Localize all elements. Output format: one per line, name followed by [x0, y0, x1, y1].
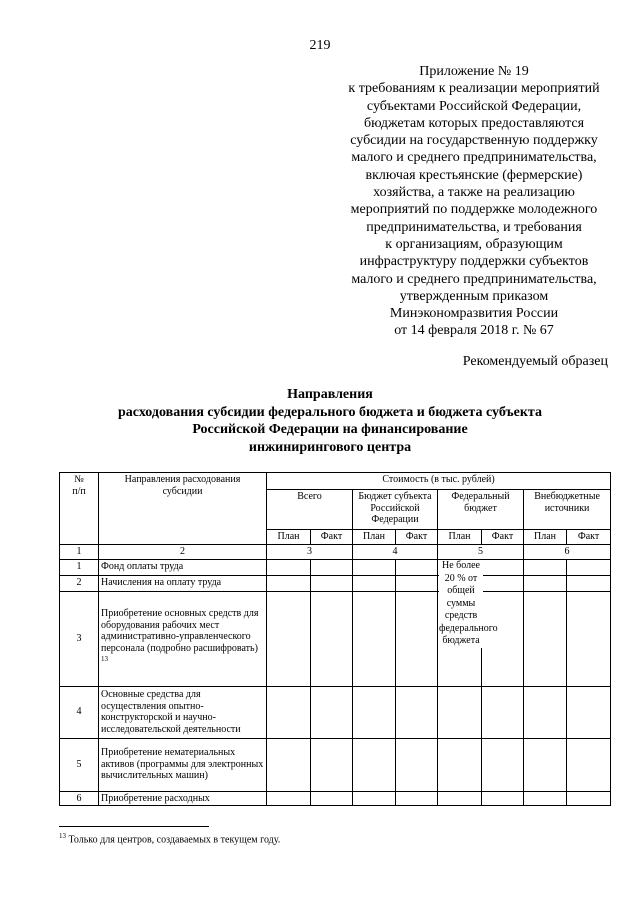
row-no: 6	[60, 791, 99, 806]
cell	[311, 559, 353, 575]
cell	[524, 559, 567, 575]
title-line: расходования субсидии федерального бюджета и бюджета субъекта	[118, 404, 542, 420]
cell	[267, 738, 311, 791]
cell	[438, 791, 482, 806]
column-number: 6	[524, 545, 611, 560]
document-title	[60, 386, 600, 456]
appendix-line: субсидии на государственную поддержку	[350, 133, 598, 149]
cell	[567, 591, 611, 686]
column-number: 5	[438, 545, 524, 560]
row-no: 2	[60, 575, 99, 591]
cell	[396, 686, 438, 738]
row-no: 1	[60, 559, 99, 575]
column-number: 3	[267, 545, 353, 560]
recommended-sample-label: Рекомендуемый образец	[462, 354, 608, 369]
footnote	[59, 832, 599, 845]
header-no: № п/п	[60, 473, 99, 545]
row-name-text: Приобретение основных средств для оборудования рабочих мест административно-управленческого персонала (подробно расшифровать)	[101, 608, 259, 654]
cell	[482, 686, 524, 738]
cell	[353, 591, 396, 686]
header-total: Всего	[267, 490, 353, 530]
cell	[524, 791, 567, 806]
row-name: Приобретение расходных	[99, 791, 267, 806]
table-row	[60, 559, 611, 575]
cell	[396, 738, 438, 791]
appendix-line: от 14 февраля 2018 г. № 67	[394, 323, 554, 339]
table-row	[60, 575, 611, 591]
header-regional-budget: Бюджет субъекта Российской Федерации	[353, 490, 438, 530]
cell	[353, 738, 396, 791]
table-row	[60, 591, 611, 686]
appendix-line: инфраструктуру поддержки субъектов	[359, 254, 589, 270]
appendix-line: включая крестьянские (фермерские)	[365, 167, 583, 183]
cell	[482, 559, 524, 575]
cell	[353, 559, 396, 575]
footnote-mark: 13	[59, 832, 66, 840]
appendix-line: Минэкономразвития России	[389, 306, 559, 322]
header-fact: Факт	[567, 530, 611, 545]
header-plan: План	[267, 530, 311, 545]
title-line: инжинирингового центра	[248, 439, 412, 455]
federal-budget-limit-note: Не более 20 % от общей суммы средств федерального бюджета	[439, 560, 498, 646]
header-fact: Факт	[311, 530, 353, 545]
cell	[438, 686, 482, 738]
cell	[267, 686, 311, 738]
cell	[396, 791, 438, 806]
cell	[311, 791, 353, 806]
cell	[482, 791, 524, 806]
title-line: Направления	[287, 387, 373, 402]
header-cost: Стоимость (в тыс. рублей)	[267, 473, 611, 490]
row-name	[99, 591, 267, 686]
cell	[567, 575, 611, 591]
header-extrabudgetary: Внебюджетные источники	[524, 490, 611, 530]
appendix-line: мероприятий по поддержке молодежного	[350, 202, 598, 218]
header-fact: Факт	[396, 530, 438, 545]
cell	[353, 686, 396, 738]
cell	[524, 686, 567, 738]
appendix-line: утвержденным приказом	[399, 288, 549, 304]
appendix-line: хозяйства, а также на реализацию	[373, 185, 575, 201]
footnote-ref: 13	[101, 655, 108, 664]
cell	[482, 575, 524, 591]
cell	[353, 575, 396, 591]
footnote-text: Только для центров, создаваемых в текущем году.	[68, 834, 281, 846]
appendix-block	[336, 63, 612, 340]
header-fact: Факт	[482, 530, 524, 545]
row-name: Начисления на оплату труда	[99, 575, 267, 591]
appendix-line: бюджетам которых предоставляются	[363, 115, 585, 131]
cell	[396, 591, 438, 686]
footnote-divider	[59, 826, 209, 827]
table-row	[60, 738, 611, 791]
appendix-line: малого и среднего предпринимательства,	[351, 271, 597, 287]
cell	[396, 559, 438, 575]
appendix-line: субъектами Российской Федерации,	[366, 98, 582, 114]
cell	[567, 738, 611, 791]
cell	[353, 791, 396, 806]
row-no: 4	[60, 686, 99, 738]
cell	[524, 591, 567, 686]
table-row	[60, 791, 611, 806]
column-number: 1	[60, 545, 99, 560]
header-plan: План	[524, 530, 567, 545]
header-federal-budget: Федеральный бюджет	[438, 490, 524, 530]
page-number: 219	[309, 38, 331, 53]
row-name: Основные средства для осуществления опытно-конструкторской и научно-исследовательской деятельности	[99, 686, 267, 738]
row-no: 5	[60, 738, 99, 791]
appendix-line: к организациям, образующим	[385, 236, 563, 252]
cell	[567, 559, 611, 575]
header-plan: План	[438, 530, 482, 545]
cell	[524, 738, 567, 791]
cell	[482, 591, 524, 686]
title-line: Российской Федерации на финансирование	[192, 422, 468, 437]
cell	[267, 559, 311, 575]
table-row	[60, 686, 611, 738]
header-direction: Направления расходования субсидии	[99, 473, 267, 545]
cell	[567, 791, 611, 806]
row-no: 3	[60, 591, 99, 686]
appendix-line: малого и среднего предпринимательства,	[351, 150, 597, 166]
appendix-line: Приложение № 19	[419, 64, 529, 79]
cell	[267, 791, 311, 806]
column-number: 2	[99, 545, 267, 560]
cell	[482, 738, 524, 791]
appendix-line: предпринимательства, и требования	[366, 219, 582, 235]
expenditure-table	[59, 472, 611, 806]
header-plan: План	[353, 530, 396, 545]
cell	[311, 686, 353, 738]
column-number: 4	[353, 545, 438, 560]
row-name: Фонд оплаты труда	[99, 559, 267, 575]
appendix-line: к требованиям к реализации мероприятий	[348, 81, 600, 97]
cell	[524, 575, 567, 591]
row-name: Приобретение нематериальных активов (программы для электронных вычислительных машин)	[99, 738, 267, 791]
cell	[311, 738, 353, 791]
cell	[267, 575, 311, 591]
cell	[438, 738, 482, 791]
cell	[267, 591, 311, 686]
cell	[396, 575, 438, 591]
cell	[311, 591, 353, 686]
cell	[567, 686, 611, 738]
cell	[311, 575, 353, 591]
